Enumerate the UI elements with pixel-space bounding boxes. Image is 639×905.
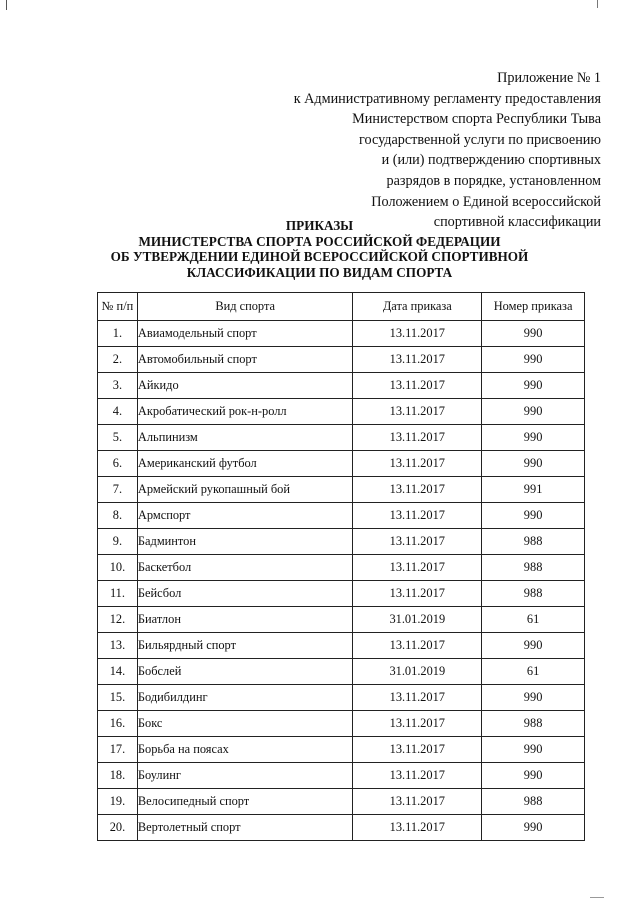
- table-row: [98, 789, 585, 815]
- row-order-date: 13.11.2017: [353, 399, 482, 425]
- table-row: [98, 659, 585, 685]
- appendix-line: государственной услуги по присвоению: [359, 131, 601, 148]
- row-number: 19.: [98, 789, 138, 815]
- row-number: 9.: [98, 529, 138, 555]
- row-order-number: 990: [482, 737, 585, 763]
- row-number: 8.: [98, 503, 138, 529]
- appendix-line: Приложение № 1: [497, 70, 601, 86]
- row-sport: Айкидо: [137, 373, 353, 399]
- appendix-line: разрядов в порядке, установленном: [386, 172, 601, 189]
- row-order-date: 13.11.2017: [353, 555, 482, 581]
- row-sport: Борьба на поясах: [137, 737, 353, 763]
- row-number: 6.: [98, 451, 138, 477]
- table-row: [98, 373, 585, 399]
- row-order-number: 991: [482, 477, 585, 503]
- row-sport: Биатлон: [137, 607, 353, 633]
- row-number: 15.: [98, 685, 138, 711]
- table-row: [98, 347, 585, 373]
- title-line: МИНИСТЕРСТВА СПОРТА РОССИЙСКОЙ ФЕДЕРАЦИИ: [138, 233, 501, 249]
- row-sport: Бобслей: [137, 659, 353, 685]
- row-number: 1.: [98, 321, 138, 347]
- row-number: 4.: [98, 399, 138, 425]
- row-sport: Армспорт: [137, 503, 353, 529]
- header-order-number: Номер приказа: [482, 293, 585, 321]
- row-number: 14.: [98, 659, 138, 685]
- row-sport: Баскетбол: [137, 555, 353, 581]
- title-line: КЛАССИФИКАЦИИ ПО ВИДАМ СПОРТА: [186, 264, 453, 280]
- row-order-date: 13.11.2017: [353, 685, 482, 711]
- table-row: [98, 633, 585, 659]
- appendix-line: и (или) подтверждению спортивных: [381, 152, 601, 169]
- table-row: [98, 607, 585, 633]
- table-row: [98, 503, 585, 529]
- row-order-number: 61: [482, 607, 585, 633]
- table-row: [98, 815, 585, 841]
- appendix-line: спортивной классификации: [433, 214, 601, 231]
- row-number: 11.: [98, 581, 138, 607]
- row-order-number: 990: [482, 633, 585, 659]
- row-sport: Вертолетный спорт: [137, 815, 353, 841]
- row-order-number: 990: [482, 503, 585, 529]
- row-sport: Армейский рукопашный бой: [137, 477, 353, 503]
- row-number: 3.: [98, 373, 138, 399]
- row-sport: Американский футбол: [137, 451, 353, 477]
- row-number: 18.: [98, 763, 138, 789]
- sports-orders-table: [97, 292, 585, 841]
- row-order-number: 988: [482, 529, 585, 555]
- row-order-number: 990: [482, 815, 585, 841]
- row-sport: Акробатический рок-н-ролл: [137, 399, 353, 425]
- row-order-number: 61: [482, 659, 585, 685]
- row-order-date: 13.11.2017: [353, 633, 482, 659]
- row-sport: Бильярдный спорт: [137, 633, 353, 659]
- table-row: [98, 477, 585, 503]
- scan-edge-mark: [6, 0, 7, 10]
- row-order-date: 13.11.2017: [353, 451, 482, 477]
- row-number: 16.: [98, 711, 138, 737]
- row-number: 7.: [98, 477, 138, 503]
- row-number: 2.: [98, 347, 138, 373]
- row-order-date: 31.01.2019: [353, 659, 482, 685]
- table-row: [98, 763, 585, 789]
- row-order-date: 13.11.2017: [353, 763, 482, 789]
- title-line: ОБ УТВЕРЖДЕНИИ ЕДИНОЙ ВСЕРОССИЙСКОЙ СПОРТИВНОЙ: [110, 249, 529, 264]
- row-order-date: 13.11.2017: [353, 373, 482, 399]
- row-sport: Альпинизм: [137, 425, 353, 451]
- appendix-line: Министерством спорта Республики Тыва: [352, 111, 601, 128]
- title-line: ПРИКАЗЫ: [285, 218, 354, 233]
- row-order-number: 990: [482, 451, 585, 477]
- row-sport: Велосипедный спорт: [137, 789, 353, 815]
- table-row: [98, 711, 585, 737]
- row-order-number: 990: [482, 321, 585, 347]
- row-order-number: 988: [482, 711, 585, 737]
- table-row: [98, 555, 585, 581]
- row-sport: Автомобильный спорт: [137, 347, 353, 373]
- table-row: [98, 321, 585, 347]
- row-number: 5.: [98, 425, 138, 451]
- row-sport: Бодибилдинг: [137, 685, 353, 711]
- row-order-date: 13.11.2017: [353, 321, 482, 347]
- row-order-date: 13.11.2017: [353, 737, 482, 763]
- header-order-date: Дата приказа: [353, 293, 482, 321]
- row-order-number: 990: [482, 347, 585, 373]
- scan-edge-mark: [590, 897, 604, 898]
- row-order-date: 13.11.2017: [353, 347, 482, 373]
- table-row: [98, 581, 585, 607]
- row-number: 13.: [98, 633, 138, 659]
- appendix-header: [241, 68, 601, 233]
- header-number: № п/п: [98, 293, 138, 321]
- row-order-date: 13.11.2017: [353, 425, 482, 451]
- row-order-date: 13.11.2017: [353, 815, 482, 841]
- table-row: [98, 737, 585, 763]
- row-order-date: 13.11.2017: [353, 503, 482, 529]
- row-sport: Авиамодельный спорт: [137, 321, 353, 347]
- table-row: [98, 529, 585, 555]
- scan-edge-mark: [597, 0, 598, 8]
- table-row: [98, 451, 585, 477]
- row-order-date: 13.11.2017: [353, 477, 482, 503]
- appendix-line: Положением о Единой всероссийской: [371, 193, 601, 210]
- row-sport: Бокс: [137, 711, 353, 737]
- row-order-number: 990: [482, 763, 585, 789]
- row-number: 17.: [98, 737, 138, 763]
- table-header-row: [98, 293, 585, 321]
- row-order-number: 990: [482, 373, 585, 399]
- table-row: [98, 399, 585, 425]
- row-order-number: 988: [482, 581, 585, 607]
- row-order-number: 990: [482, 399, 585, 425]
- row-order-date: 13.11.2017: [353, 529, 482, 555]
- row-order-date: 13.11.2017: [353, 711, 482, 737]
- row-order-date: 13.11.2017: [353, 789, 482, 815]
- row-order-date: 13.11.2017: [353, 581, 482, 607]
- row-sport: Боулинг: [137, 763, 353, 789]
- row-number: 20.: [98, 815, 138, 841]
- document-title: [0, 218, 639, 280]
- table-row: [98, 425, 585, 451]
- row-order-number: 990: [482, 425, 585, 451]
- appendix-line: к Административному регламенту предоставления: [293, 90, 601, 107]
- row-order-number: 988: [482, 789, 585, 815]
- row-number: 10.: [98, 555, 138, 581]
- row-order-number: 990: [482, 685, 585, 711]
- row-sport: Бейсбол: [137, 581, 353, 607]
- row-order-date: 31.01.2019: [353, 607, 482, 633]
- table-row: [98, 685, 585, 711]
- row-order-number: 988: [482, 555, 585, 581]
- header-sport: Вид спорта: [137, 293, 353, 321]
- row-sport: Бадминтон: [137, 529, 353, 555]
- row-number: 12.: [98, 607, 138, 633]
